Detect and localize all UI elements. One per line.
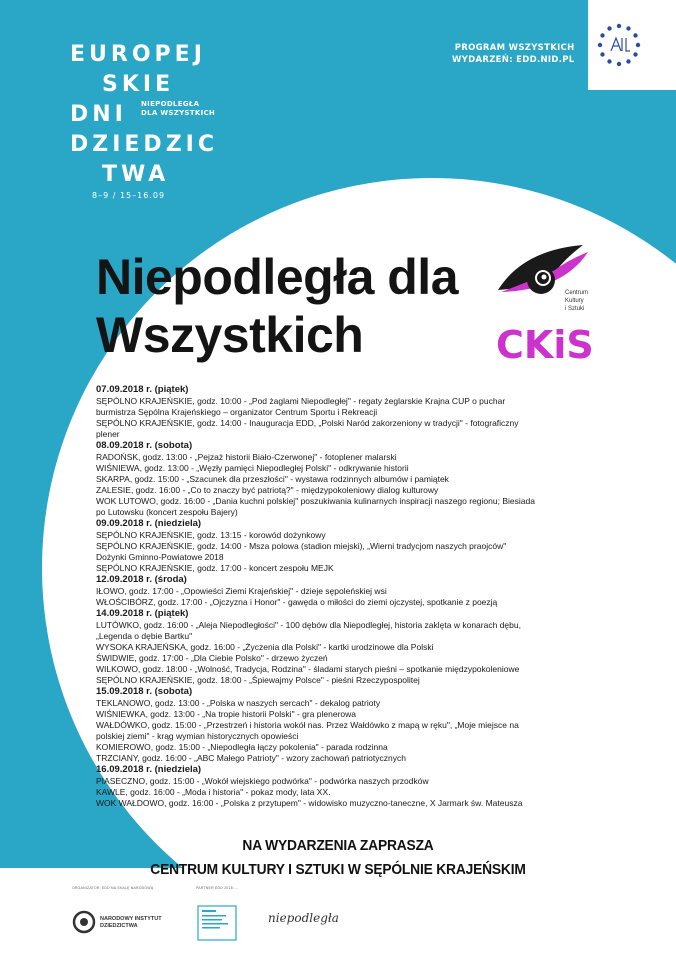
- event: WIŚNIEWKA, godz. 13:00 - „Na tropie historii Polski" - gra plenerowa: [96, 709, 357, 719]
- closing-line: CENTRUM KULTURY I SZTUKI W SĘPÓLNIE KRAJEŃSKIM: [150, 861, 526, 878]
- cks-logo: [494, 318, 604, 368]
- edd-subtitle-line: DLA WSZYSTKICH: [141, 109, 216, 117]
- edd-subtitle: [141, 100, 215, 118]
- event: KOMIEROWO, godz. 15:00 - „Niepodległa łączy pokolenia" - parada rodzinna: [96, 742, 388, 752]
- schedule-day: [96, 764, 536, 809]
- eu-flag-icon: [594, 20, 644, 70]
- event: ŚWIDWIE, godz. 17:00 - „Dla Ciebie Polsko" - drzewo życzeń: [96, 653, 328, 663]
- edd-title-line: DNI: [70, 102, 127, 127]
- eu-flag-box: [588, 0, 676, 90]
- eye-caption-2: Kultury: [565, 298, 584, 304]
- event: SĘPÓLNO KRAJEŃSKIE, godz. 14:00 - Msza polowa (stadion miejski), „Wierni tradycjom naszych praojców" Dożynki Gminno-Powiatowe 2018: [96, 541, 507, 562]
- event: SĘPÓLNO KRAJEŃSKIE, godz. 10:00 - „Pod żaglami Niepodległej" - regaty żeglarskie Krajna CUP o puchar burmistrza Sępólna Krajeńskiego – organizator Centrum Sportu i Rekreacji: [96, 396, 506, 417]
- cks-logo-text: CKiS: [496, 323, 594, 367]
- event: WAŁDÓWKO, godz. 15:00 - „Przestrzeń i historia wokół nas. Przez Wałdówko z mapą w ręku", „Moje miejsce na polskiej ziemi" - krąg wymian historycznych opowieści: [96, 720, 519, 741]
- event: WŁOŚCIBÓRZ, godz. 17:00 - „Ojczyzna i Honor" - gawęda o miłości do ziemi ojczystej, spotkanie z poezją: [96, 597, 498, 607]
- eye-caption-3: i Sztuki: [565, 306, 585, 312]
- event: TRZCIANY, godz. 16:00 - „ABC Małego Patrioty" - wzory zachowań patriotycznych: [96, 753, 406, 763]
- event: WILKOWO, godz. 18:00 - „Wolność, Tradycja, Rodzina" - śladami starych pieśni – spotkanie międzypokoleniowe: [96, 664, 520, 674]
- schedule-day: [96, 608, 536, 686]
- program-line: PROGRAM WSZYSTKICH: [454, 43, 575, 53]
- event: PIASECZNO, godz. 15:00 - „Wokół wiejskiego podwórka" - podwórka naszych przodków: [96, 776, 429, 786]
- eye-caption-1: Centrum: [565, 290, 589, 296]
- event: WOK WAŁDOWO, godz. 16:00 - „Polska z przytupem" - widowisko muzyczno-taneczne, X Jarmark św. Mateusza: [96, 798, 523, 808]
- partner-label: PARTNER EDD 2018: ...: [196, 886, 239, 890]
- schedule-day: [96, 574, 536, 608]
- closing-invitation: [27, 834, 649, 882]
- day-date: 08.09.2018 r. (sobota): [96, 440, 193, 451]
- schedule-day: [96, 518, 536, 574]
- program-url[interactable]: WYDARZEŃ: EDD.NID.PL: [452, 55, 575, 65]
- nid-text-2: DZIEDZICTWA: [100, 923, 138, 929]
- edd-dates: 8–9 / 15–16.09: [92, 191, 166, 200]
- day-date: 14.09.2018 r. (piątek): [96, 608, 189, 619]
- event: RADOŃSK, godz. 13:00 - „Pejzaż historii Biało-Czerwonej" - fotoplener malarski: [96, 452, 397, 462]
- event: SĘPÓLNO KRAJEŃSKIE, godz. 18:00 - „Śpiewajmy Polsce" - pieśni Rzeczypospolitej: [96, 675, 420, 685]
- nid-text-1: NARODOWY INSTYTUT: [100, 916, 162, 922]
- day-date: 12.09.2018 r. (środa): [96, 574, 187, 585]
- edd-subtitle-line: NIEPODLEGŁA: [141, 100, 200, 108]
- edd-title-line: DZIEDZIC: [70, 132, 218, 157]
- schedule-day: [96, 686, 536, 764]
- event: SĘPÓLNO KRAJEŃSKIE, godz. 14:00 - Inauguracja EDD, „Polski Naród zakorzeniony w tradycji" - fotograficzny plener: [96, 418, 519, 439]
- title-line: Niepodległa dla: [96, 249, 459, 305]
- event: SKARPA, godz. 15:00 - „Szacunek dla przeszłości" - wystawa rodzinnych albumów i pamiątek: [96, 474, 449, 484]
- niepodlegla-logo: niepodległa: [268, 911, 339, 925]
- event: LUTÓWKO, godz. 16:00 - „Aleja Niepodległości" - 100 dębów dla Niepodległej, historia zaklęta w konarach dębu, „Legenda o dębie Bartku": [96, 620, 521, 641]
- schedule-day: [96, 440, 536, 518]
- event: TEKLANOWO, godz. 13:00 - „Polska w naszych sercach" - dekalog patrioty: [96, 698, 381, 708]
- title-line: Wszystkich: [96, 307, 364, 363]
- day-date: 16.09.2018 r. (niedziela): [96, 764, 202, 775]
- nid-logo-icon: [72, 908, 182, 936]
- book-logo-icon: [196, 904, 256, 944]
- edd-title-line: SKIE: [102, 72, 175, 97]
- event: WOK LUTOWO, godz. 16:00 - „Dania kuchni polskiej" poszukiwania kulinarnych inspiracji naszego regionu; Biesiada po Lutowsku (koncert zespołu Bajery): [96, 496, 535, 517]
- event: WYSOKA KRAJEŃSKA, godz. 16:00 - „Życzenia dla Polski" - kartki urodzinowe dla Polski: [96, 642, 434, 652]
- edd-title-line: EUROPEJ: [70, 42, 206, 67]
- schedule-day: [96, 384, 536, 440]
- day-date: 15.09.2018 r. (sobota): [96, 686, 193, 697]
- event: WIŚNIEWA, godz. 13:00 - „Węzły pamięci Niepodległej Polski" - odkrywanie historii: [96, 463, 409, 473]
- event: IŁOWO, godz. 17:00 - „Opowieści Ziemi Krajeńskiej" - dzieje sępoleńskiej wsi: [96, 586, 387, 596]
- program-link[interactable]: [452, 42, 575, 66]
- edd-title-line: TWA: [102, 162, 170, 187]
- schedule: [96, 384, 536, 809]
- event: KAWLE, godz. 16:00 - „Moda i historia" - pokaz mody, lata XX.: [96, 787, 331, 797]
- organizer-label: ORGANIZATOR: EDD NA SKALĘ NARODOWĄ: [72, 886, 154, 890]
- event: SĘPÓLNO KRAJEŃSKIE, godz. 13:15 - korowód dożynkowy: [96, 530, 326, 540]
- day-date: 09.09.2018 r. (niedziela): [96, 518, 202, 529]
- event: ZALESIE, godz. 16:00 - „Co to znaczy być patriotą?" - międzypokoleniowy dialog kulturowy: [96, 485, 439, 495]
- event: SĘPÓLNO KRAJEŃSKIE, godz. 17:00 - koncert zespołu MEJK: [96, 563, 334, 573]
- eye-logo-icon: [493, 230, 603, 320]
- closing-line: NA WYDARZENIA ZAPRASZA: [242, 837, 434, 854]
- day-date: 07.09.2018 r. (piątek): [96, 384, 189, 395]
- page-title: [96, 248, 458, 364]
